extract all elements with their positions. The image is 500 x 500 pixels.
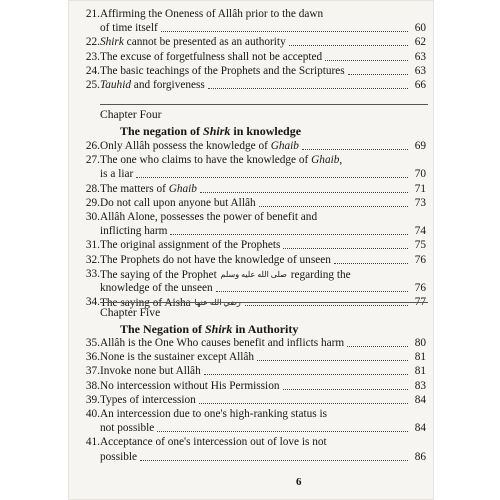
toc-entry-title: possible [100, 450, 138, 463]
toc-entry-number: 30. [85, 211, 100, 223]
toc-entry-page: 62 [414, 36, 426, 49]
toc-entry-title: None is the sustainer except Allâh [100, 351, 255, 364]
italic-term: Tauhid [100, 79, 131, 91]
toc-entry-page: 81 [414, 351, 426, 364]
toc-entry-title: The basic teachings of the Prophets and the Scriptures [100, 64, 345, 77]
toc-entry-page: 63 [414, 50, 426, 63]
toc-entry-title: of time itself [100, 22, 158, 35]
toc-entry-number: 33. [85, 267, 100, 280]
page-number: 6 [296, 476, 302, 488]
toc-entry-title: Invoke none but Allâh [100, 365, 201, 378]
dot-leader [347, 338, 408, 347]
arabic-honorific: صلى الله عليه وسلم [220, 269, 287, 279]
toc-entry-title: not possible [100, 422, 155, 435]
toc-entry-number: 35. [85, 337, 100, 349]
toc-entry-number: 26. [85, 140, 100, 152]
toc-entry-page: 77 [414, 296, 426, 309]
arabic-honorific: رضي الله عنها [194, 298, 241, 308]
toc-entry-title: Allâh Alone, possesses the power of benefit and [100, 211, 318, 223]
chapter-five-label: Chapter Five [100, 306, 161, 319]
toc-entry-number: 31. [85, 239, 100, 252]
toc-entry-number: 22. [85, 36, 100, 49]
toc-entry-title: The excuse of forgetfulness shall not be accepted [100, 50, 323, 63]
toc-entry-number: 34. [85, 296, 100, 309]
toc-entry-page: 84 [414, 422, 426, 435]
toc-entry-number: 28. [85, 182, 100, 195]
toc-entry-page: 80 [414, 337, 426, 349]
dot-leader [283, 240, 408, 249]
toc-entry-number: 21. [85, 8, 100, 20]
chapter-five-heading: The Negation of Shirk in Authority [120, 322, 299, 336]
dot-leader [204, 366, 408, 375]
toc-entry-title: The Prophets do not have the knowledge of unseen [100, 253, 331, 266]
dot-leader [289, 37, 408, 46]
toc-entry-page: 76 [414, 253, 426, 266]
toc-entry-number: 37. [85, 365, 100, 378]
dot-leader [257, 352, 408, 361]
dot-leader [334, 255, 408, 264]
dot-leader [170, 226, 408, 235]
section-rule [100, 302, 428, 303]
toc-entry-number: 41. [85, 436, 100, 449]
toc-entry-page: 86 [414, 450, 426, 463]
book-page [68, 0, 434, 500]
section-rule [100, 104, 428, 105]
toc-entry-page: 81 [414, 365, 426, 378]
italic-term: Ghaib [168, 182, 197, 195]
toc-entry-page: 63 [414, 64, 426, 77]
italic-term: Shirk [100, 36, 124, 49]
toc-entry-number: 27. [85, 154, 100, 167]
toc-entry-page: 70 [414, 168, 426, 181]
dot-leader [157, 423, 408, 432]
chapter-four-label: Chapter Four [100, 108, 162, 121]
dot-leader [199, 395, 408, 404]
toc-entry-title: knowledge of the unseen [100, 282, 213, 294]
dot-leader [161, 23, 408, 32]
toc-entry-number: 38. [85, 379, 100, 392]
toc-entry-page: 83 [414, 379, 426, 392]
toc-entry-number: 32. [85, 253, 100, 266]
toc-entry-title: The saying of the Prophet صلى الله عليه وسلم regarding the [100, 268, 351, 281]
toc-entry-title: The one who claims to have the knowledge of Ghaib, [100, 154, 343, 167]
toc-entry-number: 29. [85, 196, 100, 209]
toc-entry-page: 60 [414, 22, 426, 35]
toc-entry-page: 75 [414, 239, 426, 252]
dot-leader [200, 184, 408, 193]
toc-entry-title: Only Allâh possess the knowledge of Ghaib [100, 140, 299, 152]
toc-entry-title: The matters of Ghaib [100, 182, 197, 195]
toc-entry-page: 84 [414, 393, 426, 406]
chapter-four-heading: The negation of Shirk in knowledge [120, 124, 302, 138]
toc-entry-title: The saying of Aisha رضي الله عنها [100, 297, 241, 310]
toc-entry-title: Shirk cannot be presented as an authority [100, 36, 286, 49]
dot-leader [302, 141, 408, 150]
toc-entry-page: 66 [414, 79, 426, 91]
dot-leader [208, 80, 408, 89]
toc-entry-title: inflicting harm [100, 225, 168, 238]
toc-entry-page: 73 [414, 196, 426, 209]
dot-leader [136, 169, 408, 178]
toc-entry-title: Allâh is the One Who causes benefit and inflicts harm [100, 337, 345, 349]
toc-entry-number: 40. [85, 408, 100, 420]
toc-entry-title: No intercession without His Permission [100, 379, 280, 392]
dot-leader [140, 452, 408, 461]
dot-leader [325, 52, 408, 61]
toc-entry-title: Do not call upon anyone but Allâh [100, 196, 256, 209]
toc-entry-page: 69 [414, 140, 426, 152]
dot-leader [259, 198, 408, 207]
toc-entry-page: 71 [414, 182, 426, 195]
toc-entry-number: 23. [85, 50, 100, 63]
toc-entry-number: 25. [85, 79, 100, 91]
toc-entry-title: Acceptance of one's intercession out of love is not [100, 436, 327, 449]
toc-entry-number: 24. [85, 64, 100, 77]
dot-leader [216, 283, 408, 292]
toc-entry-page: 74 [414, 225, 426, 238]
toc-entry-page: 76 [414, 282, 426, 294]
italic-term: Ghaib [311, 154, 340, 167]
toc-entry-title: Types of intercession [100, 393, 196, 406]
dot-leader [283, 381, 408, 390]
toc-entry-title: Affirming the Oneness of Allâh prior to the dawn [100, 8, 324, 20]
toc-entry-title: is a liar [100, 168, 134, 181]
toc-entry-number: 39. [85, 393, 100, 406]
toc-entry-title: The original assignment of the Prophets [100, 239, 281, 252]
dot-leader [348, 66, 408, 75]
toc-entry-title: Tauhid and forgiveness [100, 79, 205, 91]
italic-term: Ghaib [270, 140, 299, 152]
toc-entry-title: An intercession due to one's high-ranking status is [100, 408, 327, 420]
toc-entry-number: 36. [85, 351, 100, 364]
